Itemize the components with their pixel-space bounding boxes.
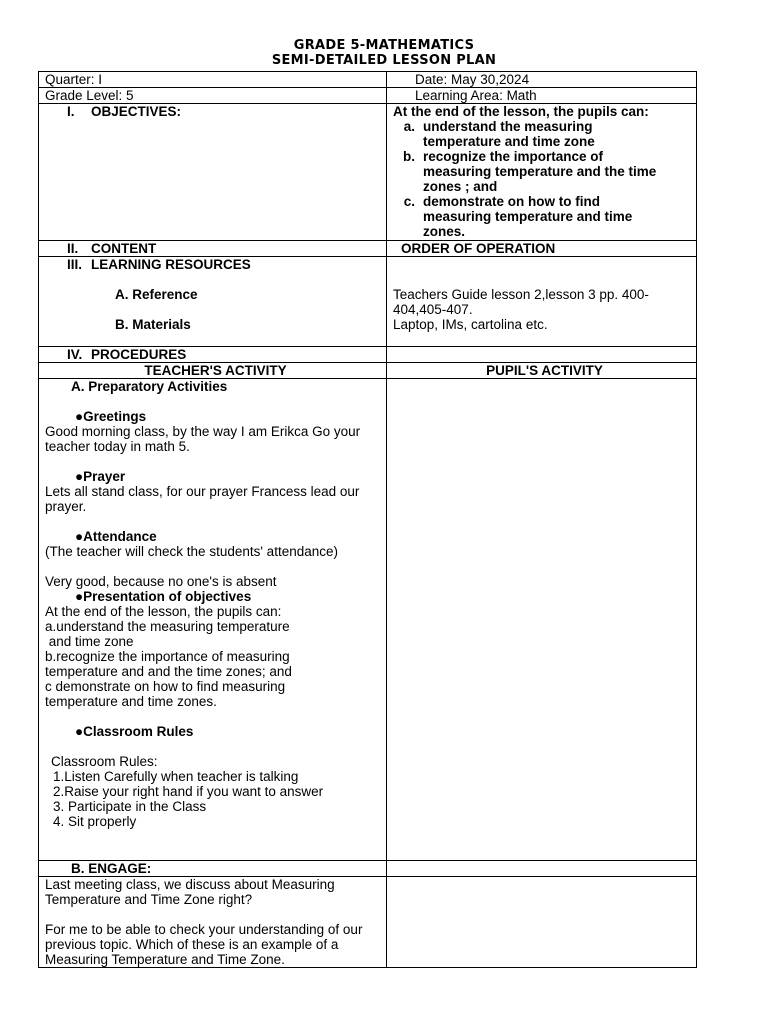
objectives-label-cell (39, 104, 387, 241)
activity-header-row (39, 363, 697, 379)
content-row (39, 241, 697, 257)
rule-item: 1.Listen Carefully when teacher is talking (53, 769, 299, 784)
engage-paragraph: Last meeting class, we discuss about Measuring Temperature and Time Zone right? (45, 877, 335, 907)
objective-marker: a. (403, 119, 415, 134)
engage-heading-cell (39, 861, 387, 877)
objectives-row (39, 104, 697, 241)
section-label: PROCEDURES (91, 347, 187, 362)
objectives-intro: At the end of the lesson, the pupils can: (393, 104, 649, 119)
engage-heading: B. ENGAGE: (71, 861, 152, 876)
prayer-heading: ●Prayer (75, 469, 126, 484)
reference-label: A. Reference (115, 287, 198, 302)
lesson-plan-table (38, 71, 697, 968)
attendance-heading: ●Attendance (75, 529, 157, 544)
teacher-activity-header: TEACHER'S ACTIVITY (39, 363, 387, 379)
preparatory-pupil-cell (387, 379, 697, 861)
engage-heading-row (39, 861, 697, 877)
preparatory-row (39, 379, 697, 861)
materials-value: Laptop, IMs, cartolina etc. (393, 317, 548, 332)
content-label-cell (39, 241, 387, 257)
learning-area-cell (387, 88, 697, 104)
rules-title: Classroom Rules: (51, 754, 158, 769)
rule-item: 2.Raise your right hand if you want to answer (53, 784, 324, 799)
materials-label: B. Materials (115, 317, 191, 332)
objective-marker: b. (403, 149, 415, 164)
objectives-line: temperature and and the time zones; and (45, 664, 292, 679)
objectives-line: temperature and time zones. (45, 694, 217, 709)
date-cell (387, 72, 697, 88)
resources-label-cell (39, 257, 387, 347)
section-label: CONTENT (91, 241, 157, 256)
attendance-note: Very good, because no one's is absent (45, 574, 277, 589)
engage-pupil-cell (387, 877, 697, 968)
section-label: OBJECTIVES: (91, 104, 182, 119)
quarter-row (39, 72, 697, 88)
objective-item (393, 149, 696, 194)
pupil-activity-header: PUPIL'S ACTIVITY (387, 363, 697, 379)
greetings-text: Good morning class, by the way I am Erikca Go your teacher today in math 5. (45, 424, 361, 454)
objectives-line: c demonstrate on how to find measuring (45, 679, 286, 694)
section-label: LEARNING RESOURCES (91, 257, 251, 272)
objective-item (393, 119, 696, 149)
reference-value: Teachers Guide lesson 2,lesson 3 pp. 400-404,405-407. (393, 287, 649, 317)
grade-level-cell: Grade Level: 5 (39, 88, 387, 104)
procedures-row (39, 347, 697, 363)
rule-item: 3. Participate in the Class (53, 799, 207, 814)
quarter-cell: Quarter: I (39, 72, 387, 88)
objective-item (393, 194, 696, 239)
resources-row (39, 257, 697, 347)
objectives-line: and time zone (45, 634, 134, 649)
preparatory-teacher-cell (39, 379, 387, 861)
objectives-line: At the end of the lesson, the pupils can: (45, 604, 282, 619)
engage-heading-pupil-cell (387, 861, 697, 877)
procedures-label-cell (39, 347, 387, 363)
objectives-presentation-heading: ●Presentation of objectives (75, 589, 252, 604)
section-number: II. (67, 241, 79, 256)
objective-text: recognize the importance of measuring temperature and the time zones ; and (423, 149, 657, 194)
document-subtitle: SEMI-DETAILED LESSON PLAN (271, 53, 497, 68)
content-value-cell (387, 241, 697, 257)
procedures-value-cell (387, 347, 697, 363)
classroom-rules-heading: ●Classroom Rules (75, 724, 194, 739)
section-number: III. (67, 257, 83, 272)
preparatory-heading: A. Preparatory Activities (71, 379, 228, 394)
grade-row (39, 88, 697, 104)
objectives-value-cell (387, 104, 697, 241)
date-text: Date: May 30,2024 (415, 72, 530, 87)
document-title: GRADE 5-MATHEMATICS (293, 38, 475, 53)
objectives-line: a.understand the measuring temperature (45, 619, 290, 634)
objective-text: understand the measuring temperature and time zone (423, 119, 595, 149)
prayer-text: Lets all stand class, for our prayer Francess lead our prayer. (45, 484, 360, 514)
objectives-line: b.recognize the importance of measuring (45, 649, 290, 664)
engage-teacher-cell (39, 877, 387, 968)
engage-paragraph: For me to be able to check your understanding of our previous topic. Which of these is an example of a Measuring Temperature and Time Zone. (45, 922, 363, 967)
objective-marker: c. (403, 194, 415, 209)
content-value: ORDER OF OPERATION (401, 241, 556, 256)
learning-area-text: Learning Area: Math (415, 88, 537, 103)
rule-item: 4. Sit properly (53, 814, 137, 829)
objective-text: demonstrate on how to find measuring temperature and time zones. (423, 194, 633, 239)
greetings-heading: ●Greetings (75, 409, 147, 424)
resources-value-cell (387, 257, 697, 347)
engage-row (39, 877, 697, 968)
section-number: IV. (67, 347, 83, 362)
attendance-text: (The teacher will check the students' attendance) (45, 544, 338, 559)
section-number: I. (67, 104, 75, 119)
